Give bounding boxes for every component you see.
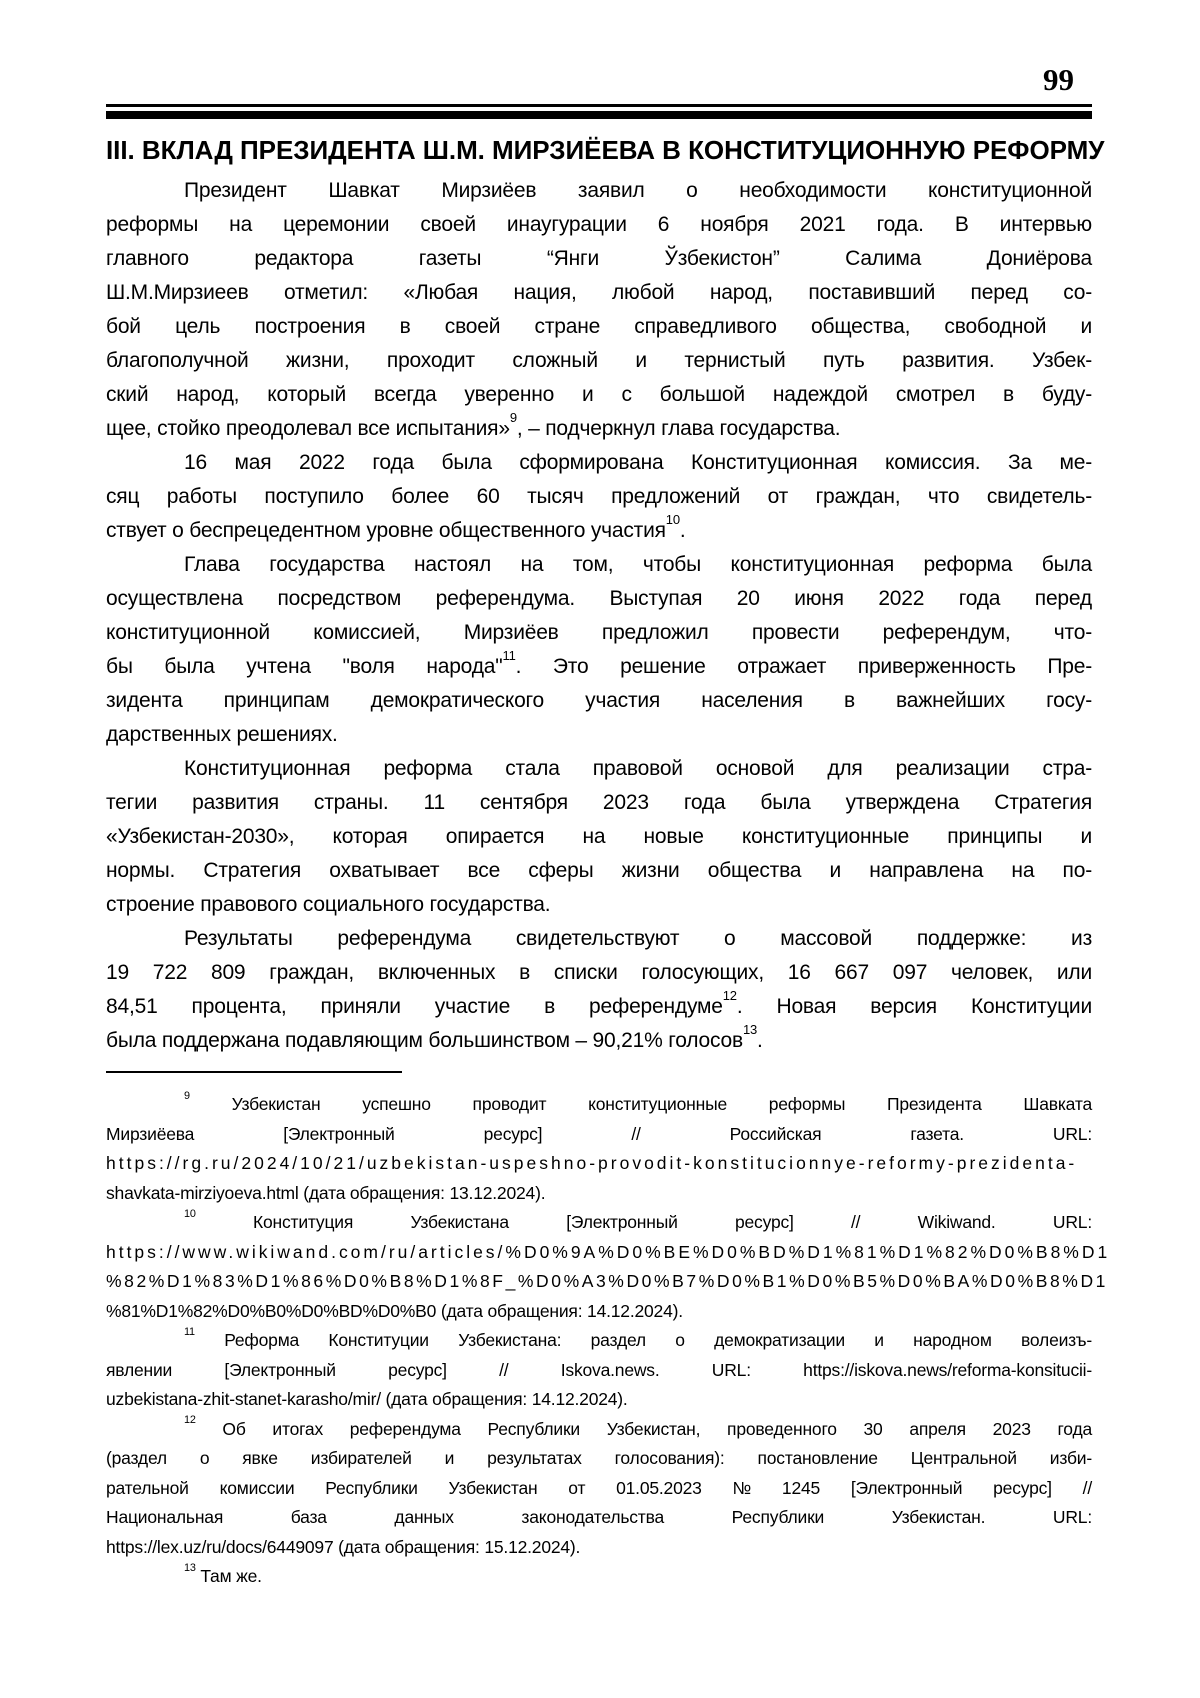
paragraph-line: ский народ, который всегда уверенно и с большой надеждой смотрел в буду- — [106, 383, 1092, 406]
paragraph-line: ствует о беспрецедентном уровне общественного участия$^{10}$. — [106, 511, 686, 542]
paragraph-line: Конституционная реформа стала правовой основой для реализации стра- — [184, 757, 1092, 780]
body-text — [106, 174, 1092, 1058]
footnote-line: %82%D1%83%D1%86%D0%B8%D1%8F_%D0%A3%D0%B7%D0%B1%D0%B5%D0%BA%D0%B8%D1 — [106, 1271, 1108, 1291]
paragraph-line: благополучной жизни, проходит сложный и тернистый путь развития. Узбек- — [106, 349, 1092, 372]
footnote-line: %81%D1%82%D0%B0%D0%BD%D0%B0 (дата обращения: 14.12.2024). — [106, 1300, 683, 1321]
section-heading — [106, 133, 1105, 167]
footnote-line: $^{13}$ Там же. — [184, 1561, 262, 1586]
footnote-line: uzbekistana-zhit-stanet-karasho/mir/ (дата обращения: 14.12.2024). — [106, 1389, 628, 1409]
paragraph-line: щее, стойко преодолевал все испытания»$^9$, – подчеркнул глава государства. — [106, 409, 841, 440]
section-heading-text: III. ВКЛАД ПРЕЗИДЕНТА Ш.М. МИРЗИЁЕВА В КОНСТИТУЦИОННУЮ РЕФОРМУ — [106, 135, 1105, 165]
paragraph-line: строение правового социального государства. — [106, 893, 551, 916]
paragraph-line: главного редактора газеты “Янги Ўзбекистон” Салима Дониёрова — [106, 247, 1092, 270]
paragraph-line: зидента принципам демократического участия населения в важнейших госу- — [106, 689, 1092, 712]
paragraph-line: Президент Шавкат Мирзиёев заявил о необходимости конституционной — [184, 179, 1092, 202]
paragraph-line: бой цель построения в своей стране справедливого общества, свободной и — [106, 315, 1092, 338]
paragraph-line: Глава государства настоял на том, чтобы конституционная реформа была — [184, 553, 1092, 576]
footnote-separator — [106, 1071, 402, 1073]
footnote-line: https://lex.uz/ru/docs/6449097 (дата обращения: 15.12.2024). — [106, 1536, 581, 1557]
paragraph-line: была поддержана подавляющим большинством – 90,21% голосов$^{13}$. — [106, 1021, 763, 1052]
paragraph-line: дарственных решениях. — [106, 723, 338, 746]
footnote-line: рательной комиссии Республики Узбекистан от 01.05.2023 № 1245 [Электронный ресурс] // — [106, 1477, 1092, 1498]
paragraph-line: «Узбекистан-2030», которая опирается на новые конституционные принципы и — [106, 825, 1092, 848]
footnote-line: shavkata-mirziyoeva.html (дата обращения: 13.12.2024). — [106, 1182, 546, 1203]
footnotes — [106, 1089, 1111, 1592]
paragraph-line: осуществлена посредством референдума. Выступая 20 июня 2022 года перед — [106, 587, 1092, 610]
footnote-line: Мирзиёева [Электронный ресурс] // Российская газета. URL: — [106, 1123, 1092, 1144]
paragraph-line: конституционной комиссией, Мирзиёев предложил провести референдум, что- — [106, 621, 1092, 644]
paragraph-line: реформы на церемонии своей инаугурации 6 ноября 2021 года. В интервью — [106, 213, 1092, 236]
paragraph-line: нормы. Стратегия охватывает все сферы жизни общества и направлена на по- — [106, 859, 1092, 882]
page-content — [106, 58, 1111, 1592]
paragraph-line: бы была учтена "воля народа"$^{11}$. Это решение отражает приверженность Пре- — [106, 647, 1092, 678]
paragraph-line: Ш.М.Мирзиеев отметил: «Любая нация, любой народ, поставивший перед со- — [106, 281, 1092, 304]
footnote-line: явлении [Электронный ресурс] // Iskova.news. URL: https://iskova.news/reforma-konsitucii- — [106, 1359, 1092, 1380]
header-rule — [106, 104, 1092, 119]
footnote-line: $^9$ Узбекистан успешно проводит конституционные реформы Президента Шавката — [184, 1089, 1092, 1114]
paragraph-line: 84,51 процента, приняли участие в референдуме$^{12}$. Новая версия Конституции — [106, 987, 1092, 1018]
page-number: 99 — [1043, 62, 1074, 97]
paragraph-line: тегии развития страны. 11 сентября 2023 года была утверждена Стратегия — [106, 791, 1092, 814]
paragraph-line: 16 мая 2022 года была сформирована Конституционная комиссия. За ме- — [184, 451, 1092, 474]
footnote-line: (раздел о явке избирателей и результатах голосования): постановление Центральной изби- — [106, 1448, 1092, 1468]
paragraph-line: сяц работы поступило более 60 тысяч предложений от граждан, что свидетель- — [106, 485, 1092, 508]
footnote-line: Национальная база данных законодательства Республики Узбекистан. URL: — [106, 1507, 1092, 1527]
footnote-line: https://www.wikiwand.com/ru/articles/%D0%9A%D0%BE%D0%BD%D1%81%D1%82%D0%B8%D1 — [106, 1241, 1111, 1262]
footnote-line: $^{11}$ Реформа Конституции Узбекистана: раздел о демократизации и народном волеизъ- — [184, 1325, 1092, 1350]
footnote-line: $^{12}$ Об итогах референдума Республики Узбекистан, проведенного 30 апреля 2023 года — [184, 1414, 1092, 1439]
footnote-line: $^{10}$ Конституция Узбекистана [Электронный ресурс] // Wikiwand. URL: — [184, 1207, 1092, 1232]
footnote-line: https://rg.ru/2024/10/21/uzbekistan-uspeshno-provodit-konstitucionnye-reformy-prezidenta- — [106, 1153, 1078, 1173]
paragraph-line: Результаты референдума свидетельствуют о массовой поддержке: из — [184, 927, 1092, 950]
paragraph-line: 19 722 809 граждан, включенных в списки голосующих, 16 667 097 человек, или — [106, 961, 1092, 984]
